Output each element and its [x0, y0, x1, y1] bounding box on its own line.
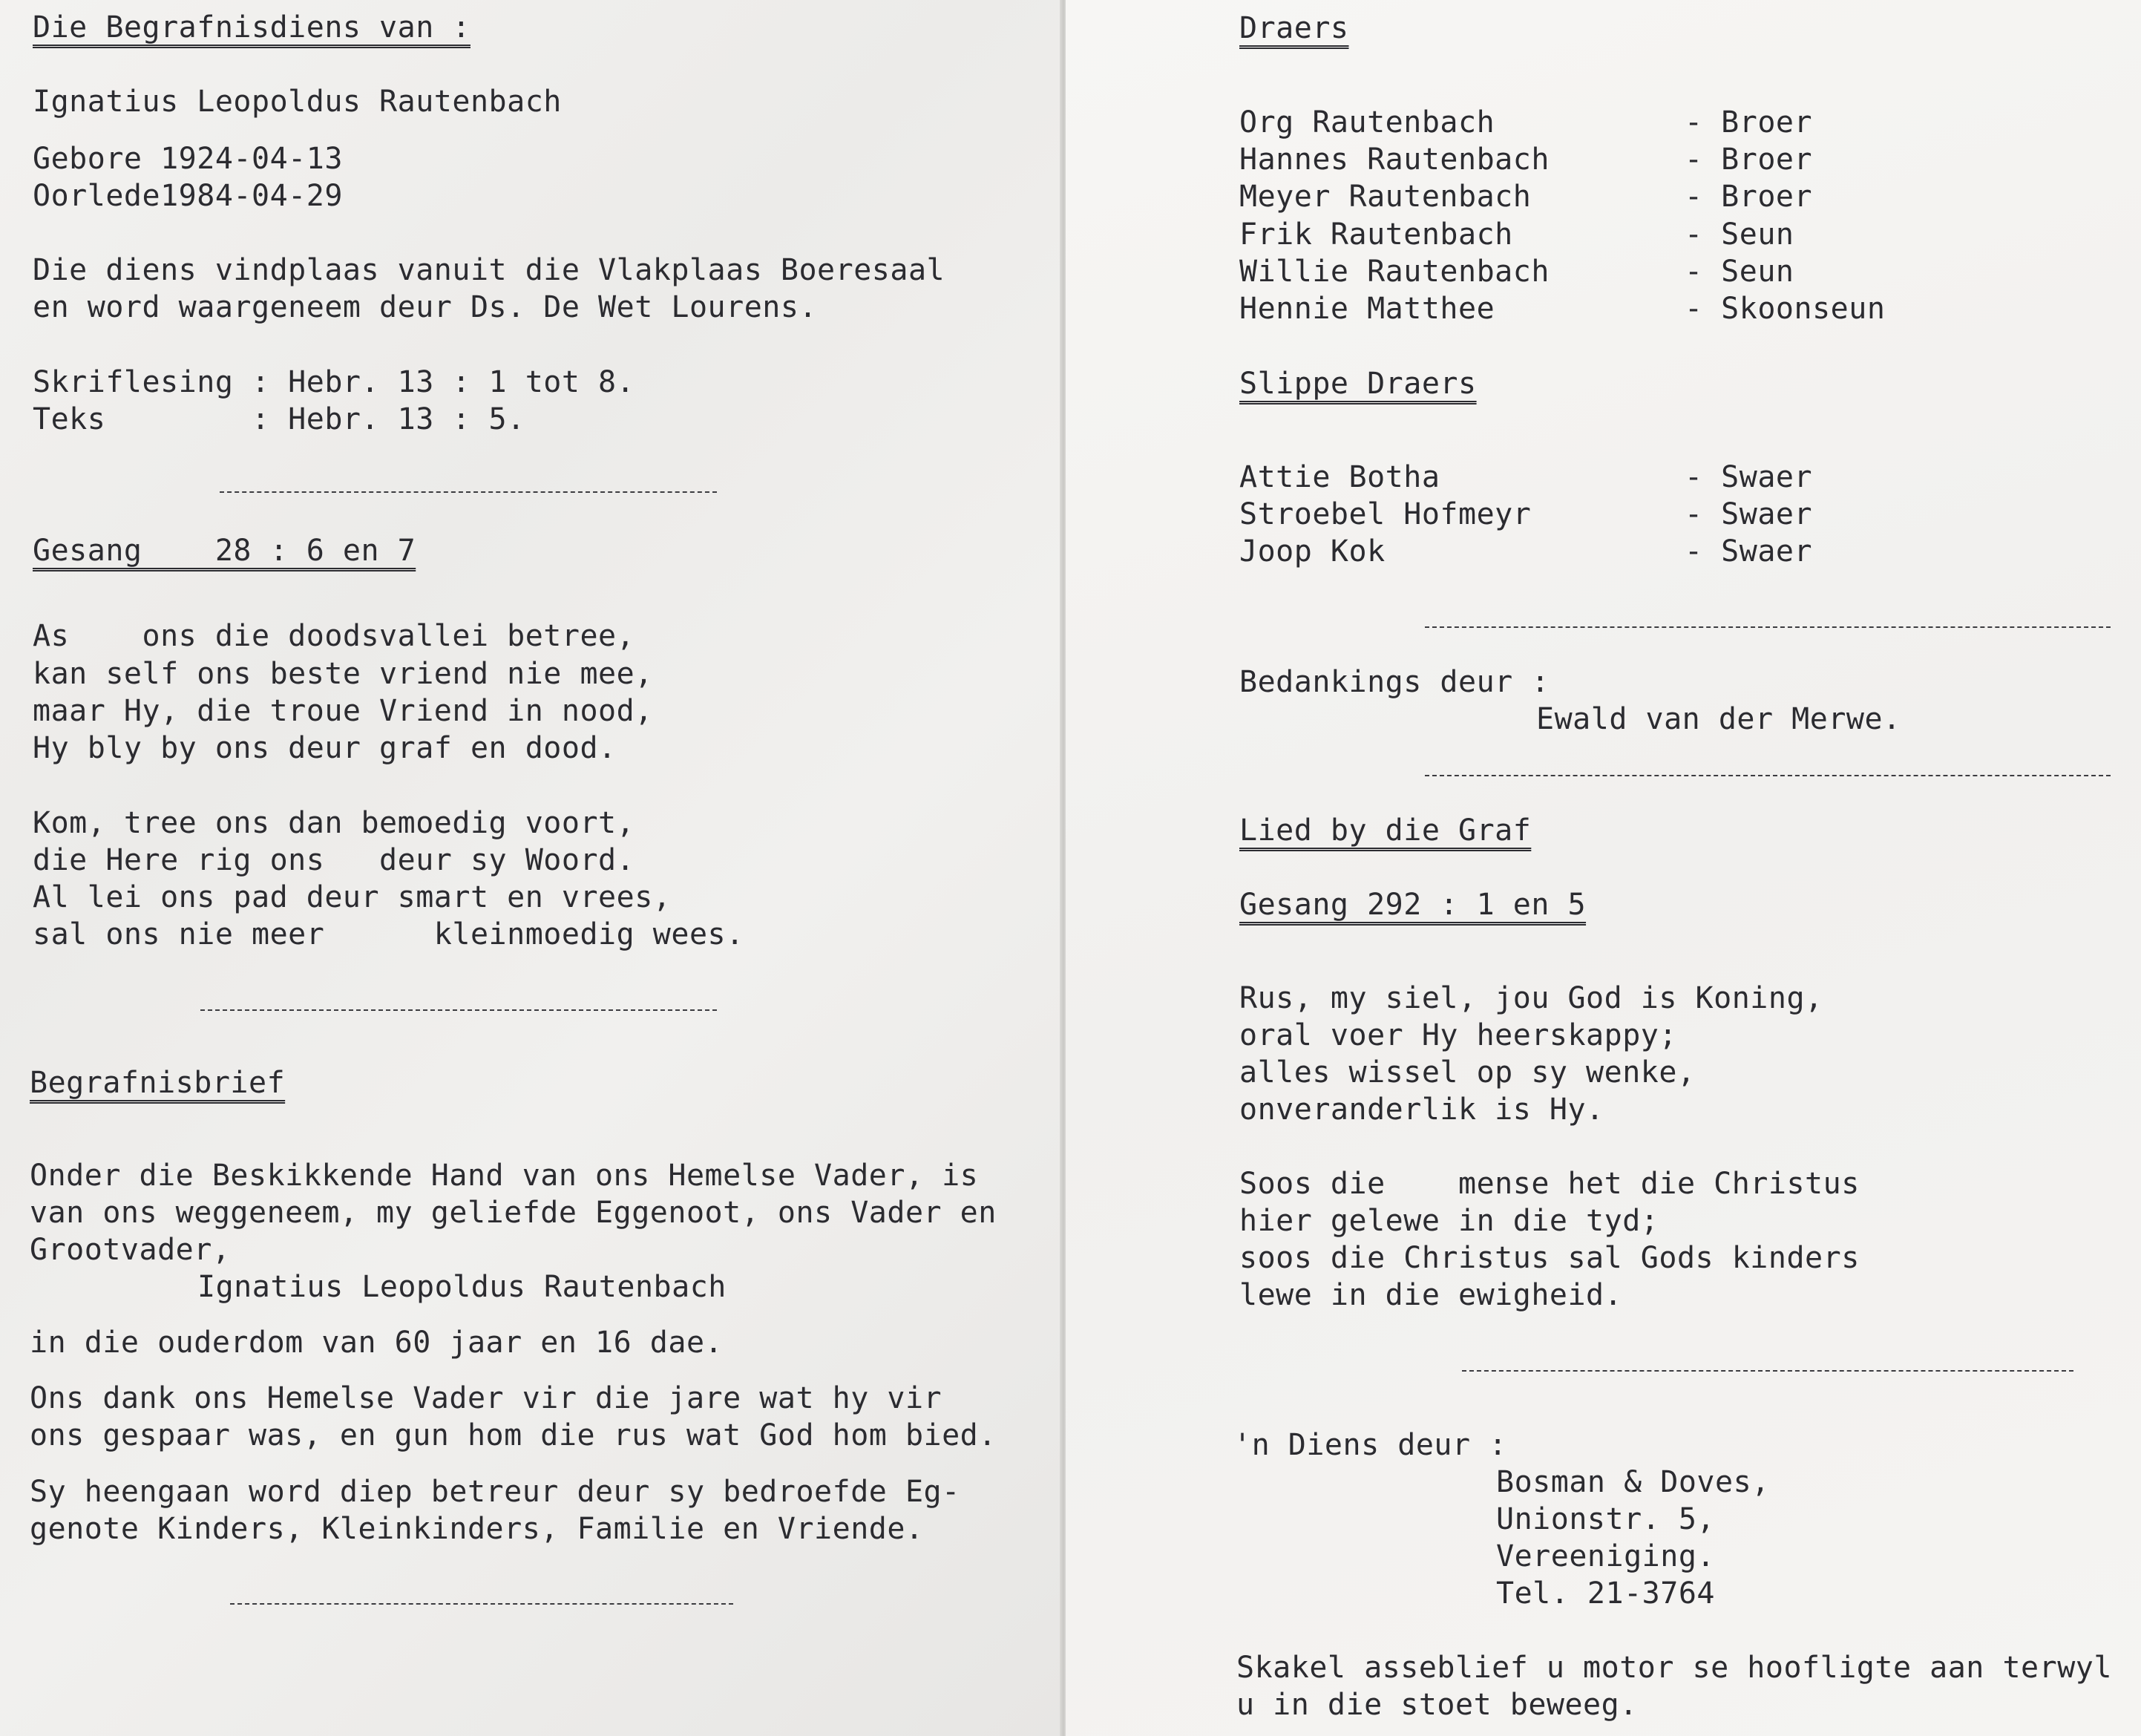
letter-title: Begrafnisbrief [30, 1066, 286, 1100]
bearer-name: Frik Rautenbach [1239, 217, 1513, 252]
mourn-line: genote Kinders, Kleinkinders, Familie en Vriende. [30, 1512, 924, 1546]
bearer-name: Willie Rautenbach [1239, 255, 1550, 289]
undertaker-line: Vereeniging. [1496, 1539, 1715, 1573]
pall-bearers-title: Slippe Draers [1239, 367, 1477, 401]
verse-line: Rus, my siel, jou God is Koning, [1239, 981, 1823, 1015]
birth-date: Gebore 1924-04-13 [33, 142, 343, 176]
sermon-text: Teks : Hebr. 13 : 5. [33, 402, 525, 436]
verse-line: lewe in die ewigheid. [1239, 1278, 1623, 1312]
notice-line: Skakel asseblief u motor se hoofligte aan terwyl [1236, 1651, 2112, 1685]
pall-bearer-name: Joop Kok [1239, 534, 1386, 569]
letter-line: van ons weggeneem, my geliefde Eggenoot, ons Vader en [30, 1196, 997, 1230]
bearer-relation: - Broer [1685, 143, 1813, 177]
bearer-name: Meyer Rautenbach [1239, 180, 1532, 214]
pall-bearer-name: Attie Botha [1239, 460, 1440, 494]
service-line: Die diens vindplaas vanuit die Vlakplaas Boeresaal [33, 253, 945, 287]
divider [220, 491, 717, 493]
verse-line: kan self ons beste vriend nie mee, [33, 657, 653, 691]
verse-line: soos die Christus sal Gods kinders [1239, 1241, 1860, 1275]
thanks-line: ons gespaar was, en gun hom die rus wat God hom bied. [30, 1418, 997, 1452]
death-date: Oorlede1984-04-29 [33, 179, 343, 213]
grave-hymn: Gesang 292 : 1 en 5 [1239, 888, 1587, 922]
right-page [1066, 0, 2141, 1736]
bearers-title: Draers [1239, 11, 1349, 45]
letter-line: Onder die Beskikkende Hand van ons Hemelse Vader, is [30, 1159, 979, 1193]
thanks-line: Ons dank ons Hemelse Vader vir die jare wat hy vir [30, 1381, 942, 1415]
pall-bearer-relation: - Swaer [1685, 534, 1813, 569]
verse-line: oral voer Hy heerskappy; [1239, 1018, 1677, 1052]
letter-name: Ignatius Leopoldus Rautenbach [197, 1270, 727, 1304]
undertaker-line: Tel. 21-3764 [1496, 1576, 1715, 1611]
mourn-line: Sy heengaan word diep betreur deur sy bedroefde Eg- [30, 1475, 960, 1509]
pall-bearer-relation: - Swaer [1685, 497, 1813, 531]
bearer-relation: - Broer [1685, 180, 1813, 214]
verse-line: onveranderlik is Hy. [1239, 1093, 1604, 1127]
bearer-relation: - Seun [1685, 255, 1794, 289]
divider [230, 1603, 733, 1605]
left-page [0, 0, 1063, 1736]
scripture-reading: Skriflesing : Hebr. 13 : 1 tot 8. [33, 365, 635, 399]
bearer-relation: - Seun [1685, 217, 1794, 252]
pall-bearer-name: Stroebel Hofmeyr [1239, 497, 1532, 531]
service-line: en word waargeneem deur Ds. De Wet Lourens. [33, 290, 818, 324]
thanks-name: Ewald van der Merwe. [1536, 702, 1901, 736]
service-heading: Die Begrafnisdiens van : [33, 10, 471, 45]
hymn-title: Gesang 28 : 6 en 7 [33, 534, 416, 568]
deceased-name: Ignatius Leopoldus Rautenbach [33, 85, 562, 119]
bearer-name: Hennie Matthee [1239, 292, 1495, 326]
verse-line: Al lei ons pad deur smart en vrees, [33, 880, 672, 914]
pall-bearer-relation: - Swaer [1685, 460, 1813, 494]
bearer-name: Org Rautenbach [1239, 105, 1495, 140]
age-line: in die ouderdom van 60 jaar en 16 dae. [30, 1326, 724, 1360]
divider [1425, 775, 2111, 776]
divider [1425, 626, 2111, 628]
verse-line: maar Hy, die troue Vriend in nood, [33, 694, 653, 728]
verse-line: sal ons nie meer kleinmoedig wees. [33, 917, 744, 951]
verse-line: hier gelewe in die tyd; [1239, 1204, 1659, 1238]
verse-line: alles wissel op sy wenke, [1239, 1055, 1696, 1090]
verse-line: As ons die doodsvallei betree, [33, 619, 635, 653]
verse-line: Hy bly by ons deur graf en dood. [33, 731, 617, 765]
verse-line: die Here rig ons deur sy Woord. [33, 843, 635, 877]
thanks-label: Bedankings deur : [1239, 665, 1550, 699]
letter-line: Grootvader, [30, 1233, 231, 1267]
verse-line: Kom, tree ons dan bemoedig voort, [33, 806, 635, 840]
bearer-name: Hannes Rautenbach [1239, 143, 1550, 177]
divider [1462, 1370, 2073, 1372]
undertaker-line: Unionstr. 5, [1496, 1502, 1715, 1536]
undertaker-line: Bosman & Doves, [1496, 1465, 1770, 1499]
service-label: 'n Diens deur : [1233, 1428, 1507, 1462]
verse-line: Soos die mense het die Christus [1239, 1167, 1860, 1201]
bearer-relation: - Broer [1685, 105, 1813, 140]
notice-line: u in die stoet beweeg. [1236, 1688, 1638, 1722]
bearer-relation: - Skoonseun [1685, 292, 1886, 326]
grave-song-title: Lied by die Graf [1239, 813, 1532, 848]
divider [200, 1009, 717, 1011]
